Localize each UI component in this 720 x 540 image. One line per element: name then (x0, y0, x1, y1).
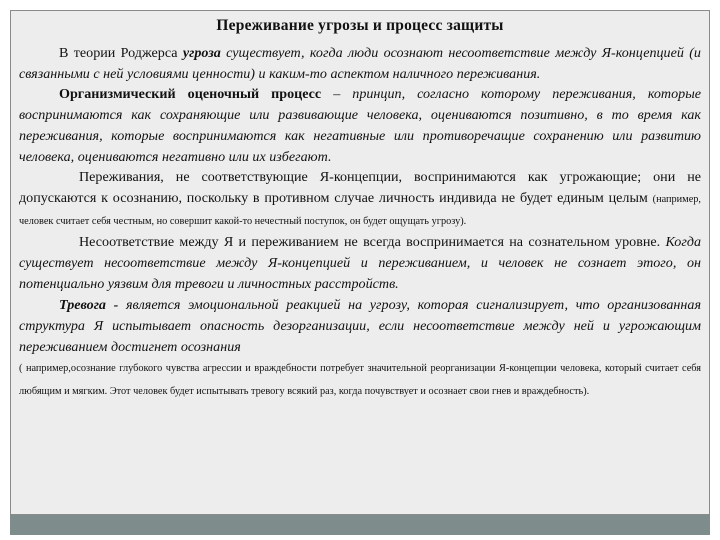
paragraph-incongruent (19, 167, 701, 232)
paragraph-organismic (19, 84, 701, 167)
incongruent-example: (например, человек считает себя честным, но совершит какой-то нечестный поступок, он будет ощущать угрозу). (19, 194, 701, 228)
threat-term: угроза (182, 45, 221, 61)
slide-title: Переживание угрозы и процесс защиты (216, 17, 504, 34)
text-box (10, 10, 710, 515)
paragraph-anxiety (19, 295, 701, 357)
bottom-bar (10, 515, 710, 535)
paragraph-awareness (19, 232, 701, 295)
anxiety-term: Тревога - (59, 297, 126, 314)
threat-definition: существует, когда люди осознают несоответствие между Я-концепцией (и связанными с ней условиями ценности) и каким-то аспектом наличного переживания. (19, 45, 701, 82)
anxiety-example-text: ( например,осознание глубокого чувства агрессии и враждебности потребует значительной реорганизации Я-концепции человека, который считает себя любящим и мягким. Этот человек будет испытывать тревогу всякий раз, когда почувствует и осознает свои гнев и враждебность). (19, 363, 701, 398)
anxiety-example (19, 357, 701, 402)
incongruent-text: Переживания, не соответствующие Я-концепции, воспринимаются как угрожающие; они не допускаются к осознанию, поскольку в противном случае личность индивида не будет единым целым (19, 169, 701, 207)
organismic-definition: – принцип, согласно которому переживания, которые воспринимаются как сохраняющие или развивающие человека, оцениваются позитивно, в то время как переживания, которые воспринимаются как негативные или противоречащие сохранению или развитию человека, оцениваются негативно или их избегают. (19, 86, 701, 165)
awareness-italic: Когда существует несоответствие между Я-концепцией и переживанием, и человек не сознает этого, он потенциально уязвим для тревоги и личностных расстройств. (19, 234, 701, 293)
anxiety-definition: является эмоциональной реакцией на угрозу, которая сигнализирует, что организованная структура Я испытывает опасность дезорганизации, если несоответствие между ней и угрожающим переживанием достигнет осознания (19, 297, 701, 355)
threat-intro: В теории Роджерса (59, 45, 183, 61)
awareness-text: Несоответствие между Я и переживанием не всегда воспринимается на сознательном уровне. (79, 234, 666, 251)
paragraph-threat (19, 43, 701, 84)
organismic-term: Организмический оценочный процесс (59, 86, 322, 103)
